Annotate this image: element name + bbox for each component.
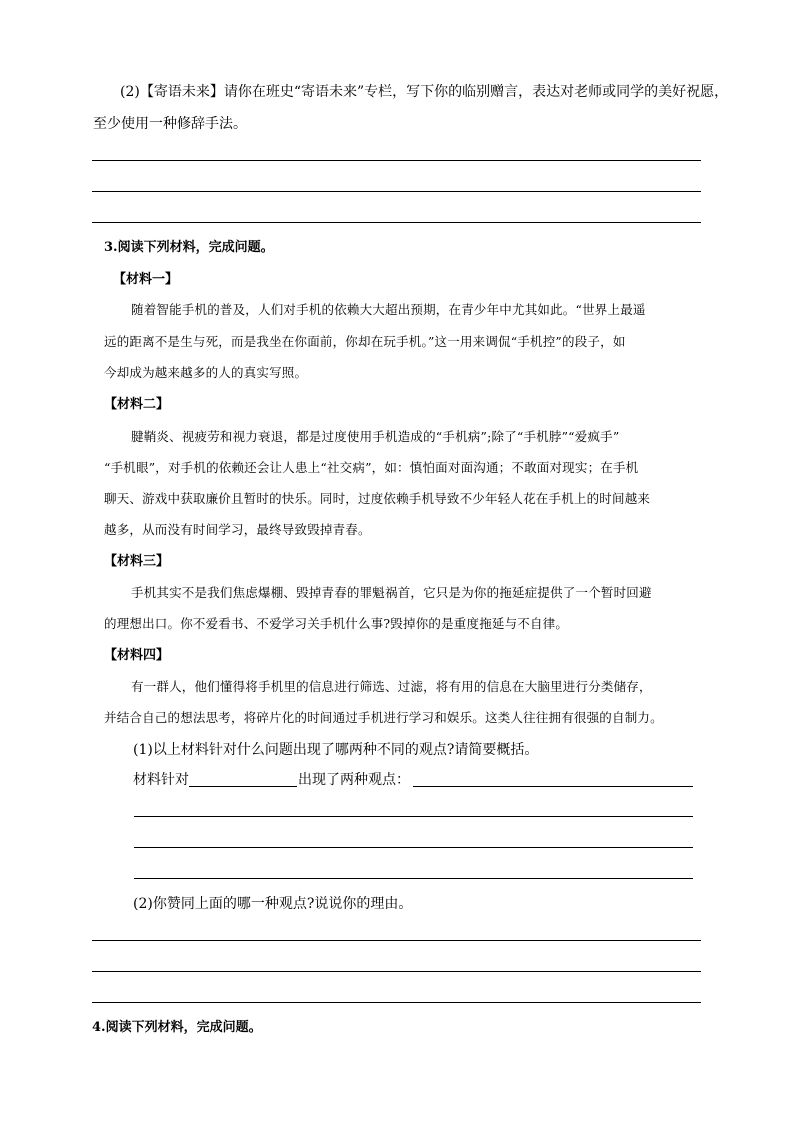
- material-2-line: “手机眼”，对手机的依赖还会让人患上“社交病”，如：慎怕面对面沟通；不敢面对现实；在手机: [104, 460, 639, 475]
- material-4-tag: 【材料四】: [104, 648, 170, 663]
- question-2-2-line2: 至少使用一种修辞手法。: [93, 116, 247, 132]
- material-1-line: 今却成为越来越多的人的真实写照。: [104, 365, 308, 380]
- material-2-tag: 【材料二】: [104, 397, 170, 412]
- fill-mid-label: 出现了两种观点：: [298, 772, 410, 788]
- material-1-line: 远的距离不是生与死，而是我坐在你面前，你却在玩手机。”这一用来调侃“手机控”的段子，如: [104, 334, 626, 349]
- material-4-line: 并结合自己的想法思考，将碎片化的时间通过手机进行学习和娱乐。这类人往往拥有很强的自制力。: [104, 710, 663, 725]
- answer-line[interactable]: [134, 847, 693, 848]
- material-2-line: 越多，从而没有时间学习，最终导致毁掉青春。: [104, 522, 371, 537]
- material-4-line: 有一群人，他们懂得将手机里的信息进行筛选、过滤，将有用的信息在大脑里进行分类储存，: [131, 679, 652, 694]
- material-1-tag: 【材料一】: [113, 272, 179, 287]
- material-2-line: 腱鞘炎、视疲劳和视力衰退，都是过度使用手机造成的“手机病”;除了“手机脖”“爱疯手”: [131, 429, 620, 444]
- fill-blank-issue[interactable]: [189, 786, 297, 787]
- answer-line[interactable]: [92, 222, 701, 223]
- question-3-2: (2)你赞同上面的哪一种观点?说说你的理由。: [133, 896, 413, 912]
- question-4-heading: 4.阅读下列材料，完成问题。: [92, 1020, 262, 1035]
- question-3-heading: 3.阅读下列材料，完成问题。: [104, 240, 274, 255]
- question-2-2-line1: (2)【寄语未来】请你在班史“寄语未来”专栏，写下你的临别赠言，表达对老师或同学的美好祝愿，: [120, 84, 729, 100]
- answer-line[interactable]: [134, 878, 693, 879]
- answer-line[interactable]: [92, 940, 701, 941]
- material-3-tag: 【材料三】: [104, 554, 170, 569]
- fill-blank-views[interactable]: [413, 786, 693, 787]
- answer-line[interactable]: [134, 816, 693, 817]
- material-1-line: 随着智能手机的普及，人们对手机的依赖大大超出预期，在青少年中尤其如此。“世界上最遥: [131, 302, 646, 317]
- answer-line[interactable]: [92, 191, 701, 192]
- fill-prefix-label: 材料针对: [133, 772, 189, 788]
- material-3-line: 的理想出口。你不爱看书、不爱学习关手机什么事?毁掉你的是重度拖延与不自律。: [104, 616, 569, 631]
- answer-line[interactable]: [92, 971, 701, 972]
- question-3-1: (1)以上材料针对什么问题出现了哪两种不同的观点?请简要概括。: [133, 742, 539, 758]
- answer-line[interactable]: [92, 160, 701, 161]
- answer-line[interactable]: [92, 1002, 701, 1003]
- material-3-line: 手机其实不是我们焦虑爆棚、毁掉青春的罪魁祸首，它只是为你的拖延症提供了一个暂时回避: [131, 585, 652, 600]
- material-2-line: 聊天、游戏中获取廉价且暂时的快乐。同时，过度依赖手机导致不少年轻人花在手机上的时间越来: [104, 491, 651, 506]
